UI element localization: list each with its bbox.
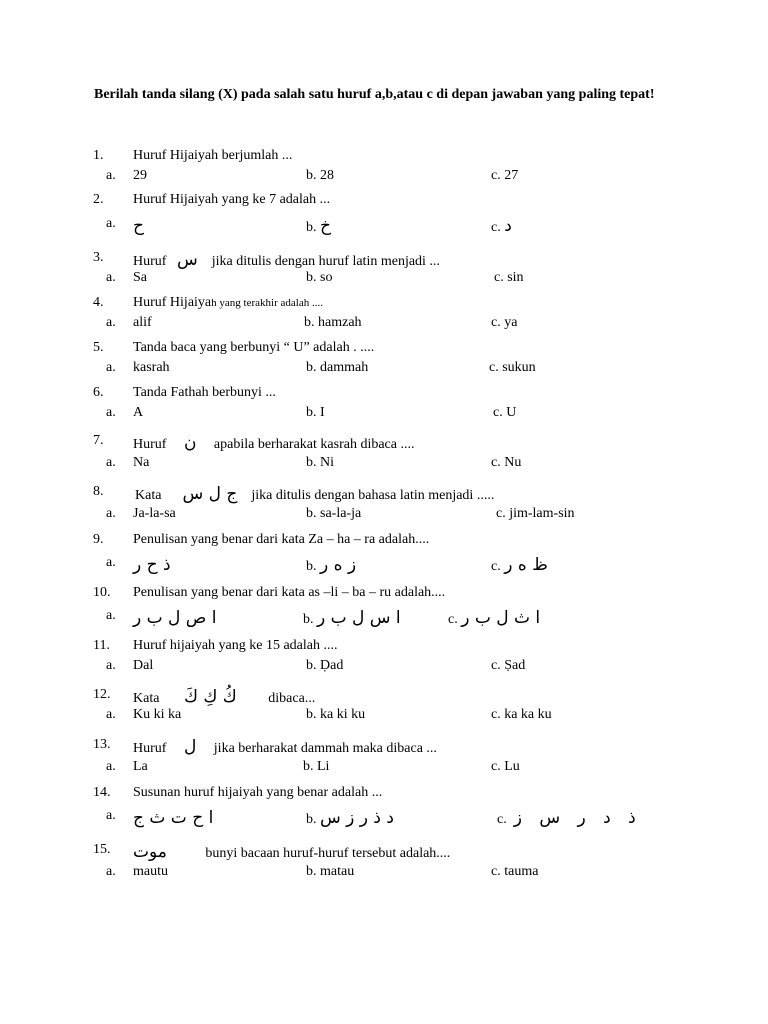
question-3 (0, 250, 768, 290)
option-c: c. jim-lam-sin (496, 506, 575, 521)
question-14 (0, 785, 768, 828)
option-c: c. 27 (491, 168, 519, 183)
question-text-before: Huruf (133, 254, 167, 269)
option-c (497, 808, 636, 828)
option-letter-a: a. (106, 455, 116, 470)
question-text-before: Kata (135, 488, 162, 503)
question-8 (0, 484, 768, 524)
option-c-arabic: ظ ه ر (504, 555, 548, 575)
option-a: Dal (133, 658, 154, 673)
option-letter-a: a. (106, 315, 116, 330)
option-b: b. Ni (306, 455, 334, 470)
question-arabic: ج ل س (182, 484, 238, 504)
option-a: Ja-la-sa (133, 506, 176, 521)
option-a: kasrah (133, 360, 170, 375)
option-a: ا ص ل ب ر (133, 608, 217, 628)
option-b-prefix: b. (306, 812, 317, 827)
option-letter-a: a. (106, 360, 116, 375)
option-a: Na (133, 455, 150, 470)
question-number: 14. (93, 785, 111, 800)
option-letter-a: a. (106, 555, 116, 570)
option-a: La (133, 759, 148, 774)
question-7 (0, 433, 768, 473)
option-c-arabic: ذ د ر س ز (513, 808, 636, 828)
option-b-arabic: خ (320, 216, 331, 236)
question-number: 10. (93, 585, 111, 600)
question-number: 5. (93, 340, 104, 355)
question-text: Tanda Fathah berbunyi ... (133, 385, 276, 400)
option-a: mautu (133, 864, 168, 879)
option-b (306, 808, 394, 828)
question-text (133, 842, 450, 862)
option-b: b. I (306, 405, 325, 420)
option-b-prefix: b. (306, 559, 317, 574)
option-letter-a: a. (106, 216, 116, 231)
question-text-after: apabila berharakat kasrah dibaca .... (213, 437, 415, 452)
question-number: 6. (93, 385, 104, 400)
question-text-before: Huruf (133, 437, 167, 452)
option-a: A (133, 405, 144, 420)
option-c: c. tauma (491, 864, 539, 879)
option-b: b. so (306, 270, 333, 285)
option-c-prefix: c. (497, 812, 507, 827)
option-b: b. 28 (306, 168, 334, 183)
option-a: ا ح ت ث ج (133, 808, 214, 828)
question-2 (0, 192, 768, 236)
question-text-after: dibaca... (268, 691, 316, 706)
question-15 (0, 842, 768, 882)
option-letter-a: a. (106, 270, 116, 285)
question-text-small: h yang terakhir adalah .... (211, 297, 323, 309)
question-text: Tanda baca yang berbunyi “ U” adalah . .... (133, 340, 375, 355)
option-letter-a: a. (106, 168, 116, 183)
option-a: ح (133, 216, 144, 236)
instruction-text: Berilah tanda silang (X) pada salah satu huruf a,b,atau c di depan jawaban yang paling tepat! (94, 87, 655, 102)
option-c-arabic: د (504, 216, 512, 236)
question-text (133, 295, 323, 311)
question-text (133, 687, 315, 707)
option-letter-a: a. (106, 506, 116, 521)
option-c: c. Lu (491, 759, 520, 774)
option-letter-a: a. (106, 759, 116, 774)
option-b (306, 216, 331, 236)
option-b: b. matau (306, 864, 355, 879)
question-text: Huruf Hijaiyah yang ke 7 adalah ... (133, 192, 331, 207)
question-text-after: jika berharakat dammah maka dibaca ... (213, 741, 437, 756)
option-b-arabic: ا س ل ب ر (317, 608, 401, 628)
option-b (306, 555, 356, 575)
option-c: c. sin (494, 270, 524, 285)
option-b-arabic: ز ه ر (320, 555, 357, 575)
question-number: 11. (93, 638, 110, 653)
option-c: c. U (493, 405, 517, 420)
option-c: c. ka ka ku (491, 707, 552, 722)
question-arabic: س (176, 250, 198, 270)
question-number: 9. (93, 532, 104, 547)
option-b-prefix: b. (303, 612, 314, 627)
option-letter-a: a. (106, 658, 116, 673)
question-4 (0, 295, 768, 335)
option-c (448, 608, 540, 628)
question-1 (0, 148, 768, 188)
option-b: b. sa-la-ja (306, 506, 362, 521)
question-text (135, 484, 494, 504)
option-c (491, 555, 548, 575)
option-letter-a: a. (106, 808, 116, 823)
option-b: b. dammah (306, 360, 369, 375)
question-text (133, 433, 414, 453)
option-b: b. Ḍad (306, 658, 344, 673)
question-text: Susunan huruf hijaiyah yang benar adalah ... (133, 785, 383, 800)
question-12 (0, 687, 768, 727)
question-text: Penulisan yang benar dari kata as –li – ba – ru adalah.... (133, 585, 446, 600)
question-text: Huruf hijaiyah yang ke 15 adalah .... (133, 638, 338, 653)
option-a: ذ ح ر (133, 555, 171, 575)
question-9 (0, 532, 768, 575)
option-c: c. Ṣad (491, 658, 526, 673)
option-a: alif (133, 315, 152, 330)
question-number: 12. (93, 687, 111, 702)
option-letter-a: a. (106, 405, 116, 420)
question-arabic: ل (183, 737, 197, 757)
question-text (133, 250, 440, 270)
question-13 (0, 737, 768, 777)
option-b: b. hamzah (304, 315, 362, 330)
option-b-arabic: د ذ ر ز س (320, 808, 394, 828)
question-text-after: jika ditulis dengan bahasa latin menjadi ..... (251, 488, 495, 503)
option-c: c. sukun (489, 360, 536, 375)
question-number: 2. (93, 192, 104, 207)
option-b: b. Li (303, 759, 330, 774)
option-b (303, 608, 401, 628)
question-6 (0, 385, 768, 425)
question-text: Huruf Hijaiyah berjumlah ... (133, 148, 293, 163)
question-number: 13. (93, 737, 111, 752)
question-10 (0, 585, 768, 628)
question-text-after: bunyi bacaan huruf-huruf tersebut adalah.... (205, 846, 451, 861)
option-c: c. Nu (491, 455, 522, 470)
option-b-prefix: b. (306, 220, 317, 235)
question-text-before: Huruf (133, 741, 167, 756)
option-c-arabic: ا ث ل ب ر (461, 608, 541, 628)
option-c-prefix: c. (491, 559, 501, 574)
option-a: 29 (133, 168, 147, 183)
question-arabic: موت (133, 842, 167, 862)
question-arabic: ن (183, 433, 197, 453)
question-11 (0, 638, 768, 678)
option-b: b. ka ki ku (306, 707, 366, 722)
question-text (133, 737, 437, 757)
option-c (491, 216, 512, 236)
option-c-prefix: c. (491, 220, 501, 235)
question-number: 7. (93, 433, 104, 448)
option-letter-a: a. (106, 864, 116, 879)
question-text: Penulisan yang benar dari kata Za – ha – ra adalah.... (133, 532, 430, 547)
question-text-after: jika ditulis dengan huruf latin menjadi ... (211, 254, 440, 269)
question-5 (0, 340, 768, 380)
question-arabic: كُ كِ كَ (183, 687, 237, 707)
question-number: 3. (93, 250, 104, 265)
option-letter-a: a. (106, 707, 116, 722)
question-text-before: Kata (133, 691, 160, 706)
question-number: 15. (93, 842, 111, 857)
option-letter-a: a. (106, 608, 116, 623)
question-number: 1. (93, 148, 104, 163)
question-text-main: Huruf Hijaiya (133, 295, 212, 310)
option-a: Sa (133, 270, 147, 285)
question-number: 8. (93, 484, 104, 499)
option-a: Ku ki ka (133, 707, 182, 722)
question-number: 4. (93, 295, 104, 310)
option-c: c. ya (491, 315, 518, 330)
option-c-prefix: c. (448, 612, 458, 627)
